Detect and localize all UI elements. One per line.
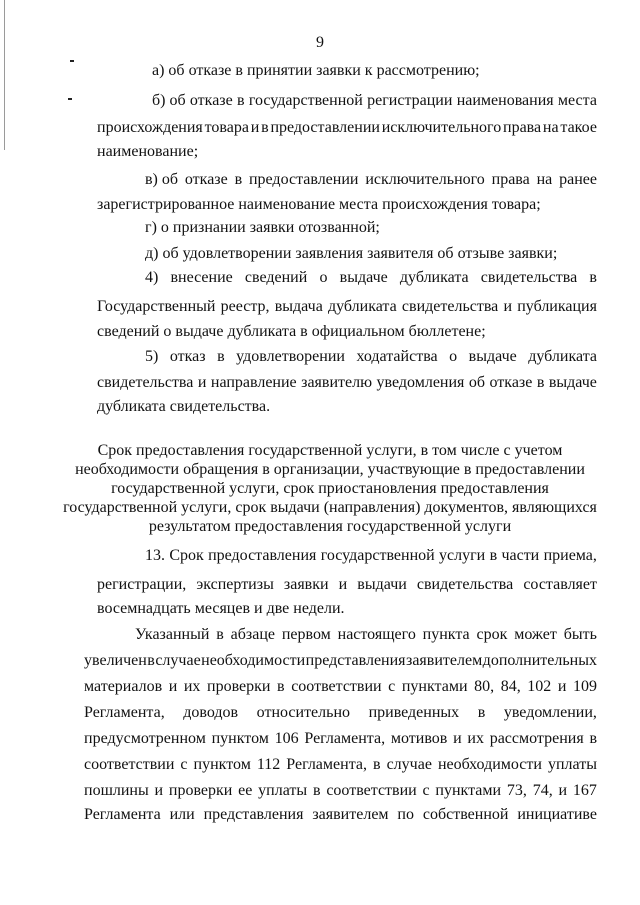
word: 112 bbox=[256, 756, 281, 773]
word: соответствии bbox=[84, 756, 175, 773]
word: пункта bbox=[422, 626, 470, 643]
word: приема, bbox=[543, 547, 597, 564]
word: пунктами bbox=[435, 782, 502, 799]
word: уплаты bbox=[258, 782, 308, 799]
word: собственной bbox=[422, 806, 509, 823]
word: 74, bbox=[532, 782, 553, 799]
word: на bbox=[542, 119, 559, 136]
list-item-g: г) о признании заявки отозванной; bbox=[145, 219, 380, 236]
word: б) об bbox=[152, 92, 186, 109]
word: быть bbox=[563, 626, 597, 643]
para-2-line1 bbox=[135, 625, 597, 645]
word: в bbox=[589, 269, 597, 286]
page-number: 9 bbox=[316, 34, 324, 51]
word: Регламента, bbox=[84, 704, 165, 721]
word: может bbox=[514, 626, 557, 643]
word: отказе bbox=[189, 92, 233, 109]
word: пошлины bbox=[84, 782, 149, 799]
word: первом bbox=[281, 626, 331, 643]
word: сведений bbox=[244, 269, 308, 286]
para-2-line7 bbox=[84, 781, 597, 801]
word: в bbox=[489, 547, 498, 564]
word: 102 bbox=[527, 678, 552, 695]
item-4-line1 bbox=[145, 268, 597, 288]
word: о bbox=[319, 269, 328, 286]
word: Срок bbox=[169, 547, 204, 564]
word: и bbox=[338, 576, 348, 593]
word: регистрации bbox=[367, 92, 453, 109]
word: ранее bbox=[559, 171, 597, 188]
word: представления bbox=[305, 652, 406, 669]
word: и bbox=[168, 678, 178, 695]
word: ее bbox=[238, 782, 253, 799]
word: в bbox=[477, 704, 486, 721]
list-item-a: а) об отказе в принятии заявки к рассмотрению; bbox=[152, 62, 480, 79]
word: происхождения bbox=[97, 119, 203, 136]
word: составляет bbox=[523, 576, 597, 593]
word: с bbox=[422, 782, 430, 799]
word: Регламента bbox=[84, 806, 161, 823]
word: Указанный bbox=[135, 626, 210, 643]
para-2-line5 bbox=[84, 729, 597, 749]
word: дубликата bbox=[327, 298, 397, 315]
word: их bbox=[183, 678, 201, 695]
word: доводов bbox=[183, 704, 239, 721]
word: заявителем bbox=[406, 652, 483, 669]
word: пунктами bbox=[401, 678, 468, 695]
para-2-line3 bbox=[84, 677, 597, 697]
para-2-line4 bbox=[84, 703, 597, 723]
heading-line: Срок предоставления государственной услуги, в том числе с учетом bbox=[97, 442, 563, 459]
word: исключительного bbox=[381, 119, 502, 136]
word: дубликата bbox=[528, 348, 597, 365]
word: предоставлении bbox=[248, 171, 359, 188]
word: с bbox=[388, 678, 396, 695]
word: о bbox=[449, 348, 458, 365]
word: публикация bbox=[517, 298, 597, 315]
word: и bbox=[154, 782, 164, 799]
word: удовлетворении bbox=[236, 348, 345, 365]
word: пунктом bbox=[211, 730, 269, 747]
item-5-line3: дубликата свидетельства. bbox=[97, 398, 271, 415]
list-item-v-line1 bbox=[145, 170, 597, 190]
word: и bbox=[558, 782, 568, 799]
word: экспертизы bbox=[196, 576, 274, 593]
word: выдаче bbox=[548, 374, 597, 391]
word: предоставления bbox=[208, 547, 317, 564]
word: рассмотрения bbox=[489, 730, 584, 747]
word: в bbox=[261, 119, 269, 136]
para-2-line2 bbox=[84, 651, 597, 671]
word: приведенных bbox=[368, 704, 460, 721]
word: материалов bbox=[84, 678, 163, 695]
word: в bbox=[536, 374, 545, 391]
word: в bbox=[373, 756, 381, 773]
word: права bbox=[491, 171, 530, 188]
word: свидетельства bbox=[97, 374, 194, 391]
word: такое bbox=[560, 119, 597, 136]
word: срок bbox=[476, 626, 508, 643]
word: услуги bbox=[439, 547, 486, 564]
word: об bbox=[468, 374, 486, 391]
word: пунктом bbox=[193, 756, 251, 773]
word: направление bbox=[210, 374, 297, 391]
word: 109 bbox=[572, 678, 597, 695]
para-2-line6 bbox=[84, 755, 597, 775]
word: выдачи bbox=[357, 576, 407, 593]
list-item-v-line2: зарегистрированное наименование места происхождения товара; bbox=[97, 196, 541, 213]
scan-mark bbox=[70, 60, 74, 62]
word: части bbox=[501, 547, 540, 564]
word: их bbox=[467, 730, 484, 747]
word: Регламента, bbox=[286, 756, 367, 773]
word: 4) bbox=[145, 269, 159, 286]
word: права bbox=[503, 119, 542, 136]
word: проверки bbox=[207, 678, 271, 695]
heading-line: необходимости обращения в организации, участвующие в предоставлении bbox=[75, 461, 585, 478]
word: или bbox=[169, 806, 195, 823]
word: свидетельства bbox=[401, 298, 499, 315]
word: ходатайства bbox=[356, 348, 438, 365]
word: заявителю bbox=[301, 374, 373, 391]
word: свидетельства bbox=[416, 576, 514, 593]
word: отказе bbox=[184, 171, 228, 188]
word: исключительного bbox=[365, 171, 485, 188]
list-item-b-line1 bbox=[152, 91, 597, 111]
item-13-line3: восемнадцать месяцев и две недели. bbox=[97, 600, 345, 617]
scan-edge-line bbox=[4, 0, 5, 150]
word: товара bbox=[204, 119, 249, 136]
word: в bbox=[234, 171, 243, 188]
word: и bbox=[557, 678, 567, 695]
word: дубликата bbox=[399, 269, 469, 286]
word: проверки bbox=[168, 782, 233, 799]
word: необходимости bbox=[437, 756, 542, 773]
word: уведомлении, bbox=[503, 704, 597, 721]
word: выдаче bbox=[339, 269, 388, 286]
word: предоставлении bbox=[270, 119, 380, 136]
word: Государственный bbox=[97, 298, 216, 315]
word: инициативе bbox=[517, 806, 597, 823]
word: в bbox=[236, 92, 245, 109]
word: 80, bbox=[474, 678, 495, 695]
word: 106 bbox=[274, 730, 299, 747]
word: в bbox=[216, 626, 224, 643]
scan-mark bbox=[68, 98, 72, 100]
word: наименования bbox=[456, 92, 554, 109]
word: отказе bbox=[489, 374, 533, 391]
word: свидетельства bbox=[480, 269, 578, 286]
word: в) об bbox=[145, 171, 179, 188]
word: 73, bbox=[506, 782, 527, 799]
heading-line: государственной услуги, срок выдачи (направления) документов, являющихся bbox=[63, 499, 597, 516]
word: 13. bbox=[145, 547, 165, 564]
word: уведомления bbox=[376, 374, 465, 391]
word: случае bbox=[155, 652, 201, 669]
word: выдаче bbox=[468, 348, 517, 365]
word: мотивов bbox=[390, 730, 448, 747]
word: увеличен bbox=[84, 652, 147, 669]
item-13-line2 bbox=[97, 575, 597, 595]
word: дополнительных bbox=[482, 652, 597, 669]
word: места bbox=[557, 92, 597, 109]
word: по bbox=[397, 806, 414, 823]
list-item-d: д) об удовлетворении заявления заявителя об отзыве заявки; bbox=[145, 245, 558, 262]
word: на bbox=[536, 171, 553, 188]
list-item-b-line2 bbox=[97, 118, 597, 138]
word: предусмотренном bbox=[84, 730, 206, 747]
word: настоящего bbox=[337, 626, 416, 643]
word: в bbox=[589, 730, 597, 747]
word: государственной bbox=[320, 547, 435, 564]
word: относительно bbox=[256, 704, 350, 721]
item-4-line3: сведений о выдаче дубликата в официальном бюллетене; bbox=[97, 323, 486, 340]
word: в bbox=[147, 652, 155, 669]
word: абзаце bbox=[230, 626, 275, 643]
word: с bbox=[180, 756, 188, 773]
word: и bbox=[250, 119, 260, 136]
word: заявителем bbox=[312, 806, 389, 823]
para-2-line8 bbox=[84, 805, 597, 825]
word: 167 bbox=[572, 782, 597, 799]
word: отказ bbox=[169, 348, 206, 365]
heading-line: государственной услуги, срок приостановления предоставления bbox=[111, 480, 549, 497]
word: государственной bbox=[248, 92, 363, 109]
word: представления bbox=[203, 806, 304, 823]
word: заявки bbox=[283, 576, 329, 593]
item-5-line2 bbox=[97, 373, 597, 393]
word: Регламента, bbox=[304, 730, 386, 747]
word: и bbox=[197, 374, 207, 391]
word: регистрации, bbox=[97, 576, 187, 593]
word: и bbox=[453, 730, 462, 747]
word: реестр, bbox=[220, 298, 270, 315]
item-13-line1 bbox=[145, 546, 597, 566]
word: случае bbox=[386, 756, 432, 773]
word: в bbox=[217, 348, 225, 365]
list-item-b-line3: наименование; bbox=[97, 143, 199, 160]
word: выдача bbox=[274, 298, 323, 315]
item-5-line1 bbox=[145, 347, 597, 367]
section-heading bbox=[60, 441, 600, 536]
word: уплаты bbox=[547, 756, 597, 773]
word: в bbox=[277, 678, 285, 695]
word: внесение bbox=[170, 269, 233, 286]
word: соответствии bbox=[326, 782, 417, 799]
word: и bbox=[503, 298, 513, 315]
word: 84, bbox=[500, 678, 521, 695]
word: необходимости bbox=[201, 652, 306, 669]
word: в bbox=[312, 782, 321, 799]
word: соответствии bbox=[291, 678, 382, 695]
item-4-line2 bbox=[97, 297, 597, 317]
word: 5) bbox=[145, 348, 159, 365]
heading-line: результатом предоставления государственной услуги bbox=[148, 518, 512, 535]
